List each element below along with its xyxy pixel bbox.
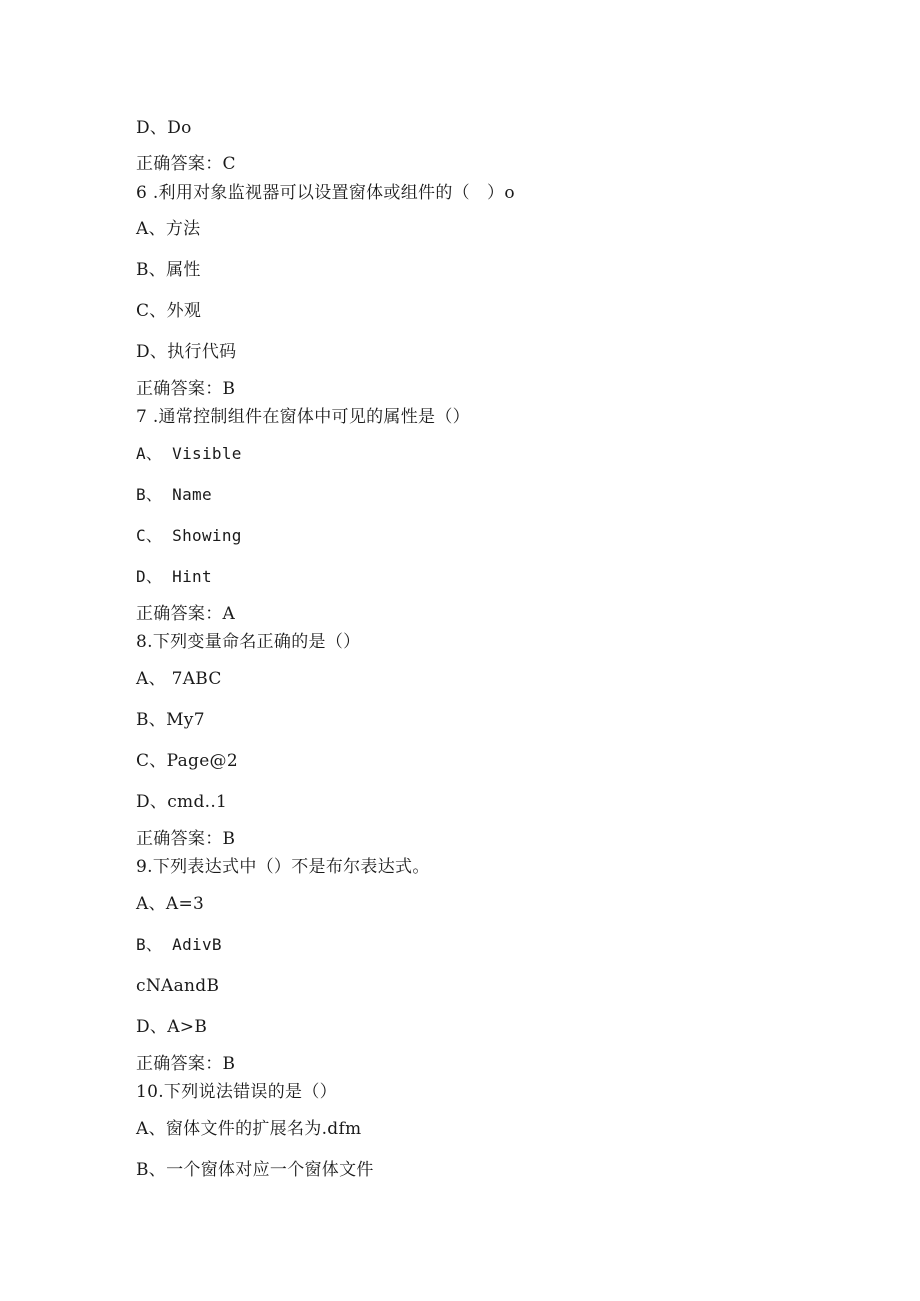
answer-q9: 正确答案：B <box>136 1054 236 1074</box>
option-b-q10: B、一个窗体对应一个窗体文件 <box>136 1160 374 1180</box>
option-a-q6: A、方法 <box>136 219 201 239</box>
option-b-q8: B、My7 <box>136 710 205 730</box>
option-c-q9: cNAandB <box>136 976 220 996</box>
answer-q7: 正确答案：A <box>136 604 236 624</box>
question-10: 10.下列说法错误的是（） <box>136 1082 337 1102</box>
option-a-q9: A、A=3 <box>136 894 205 914</box>
option-d-q8: D、cmd..1 <box>136 792 228 812</box>
option-c-q8: C、Page@2 <box>136 751 238 771</box>
option-b-q9: B、 AdivB <box>136 935 222 954</box>
question-9: 9.下列表达式中（）不是布尔表达式。 <box>136 857 430 877</box>
option-a-q10: A、窗体文件的扩展名为.dfm <box>136 1119 362 1139</box>
question-6: 6 .利用对象监视器可以设置窗体或组件的（ ）o <box>136 183 515 203</box>
option-a-q7: A、 Visible <box>136 444 242 463</box>
answer-q6: 正确答案：B <box>136 379 236 399</box>
option-c-q6: C、外观 <box>136 301 202 321</box>
answer-q8: 正确答案：B <box>136 829 236 849</box>
option-b-q7: B、 Name <box>136 485 212 504</box>
option-d-q9: D、A>B <box>136 1017 208 1037</box>
option-d-q6: D、执行代码 <box>136 342 237 362</box>
option-d-q5: D、Do <box>136 118 192 138</box>
option-b-q6: B、属性 <box>136 260 201 280</box>
answer-q5: 正确答案：C <box>136 154 236 174</box>
question-7: 7 .通常控制组件在窗体中可见的属性是（） <box>136 407 470 427</box>
option-d-q7: D、 Hint <box>136 567 212 586</box>
option-c-q7: C、 Showing <box>136 526 242 545</box>
question-8: 8.下列变量命名正确的是（） <box>136 632 361 652</box>
option-a-q8: A、 7ABC <box>136 669 222 689</box>
